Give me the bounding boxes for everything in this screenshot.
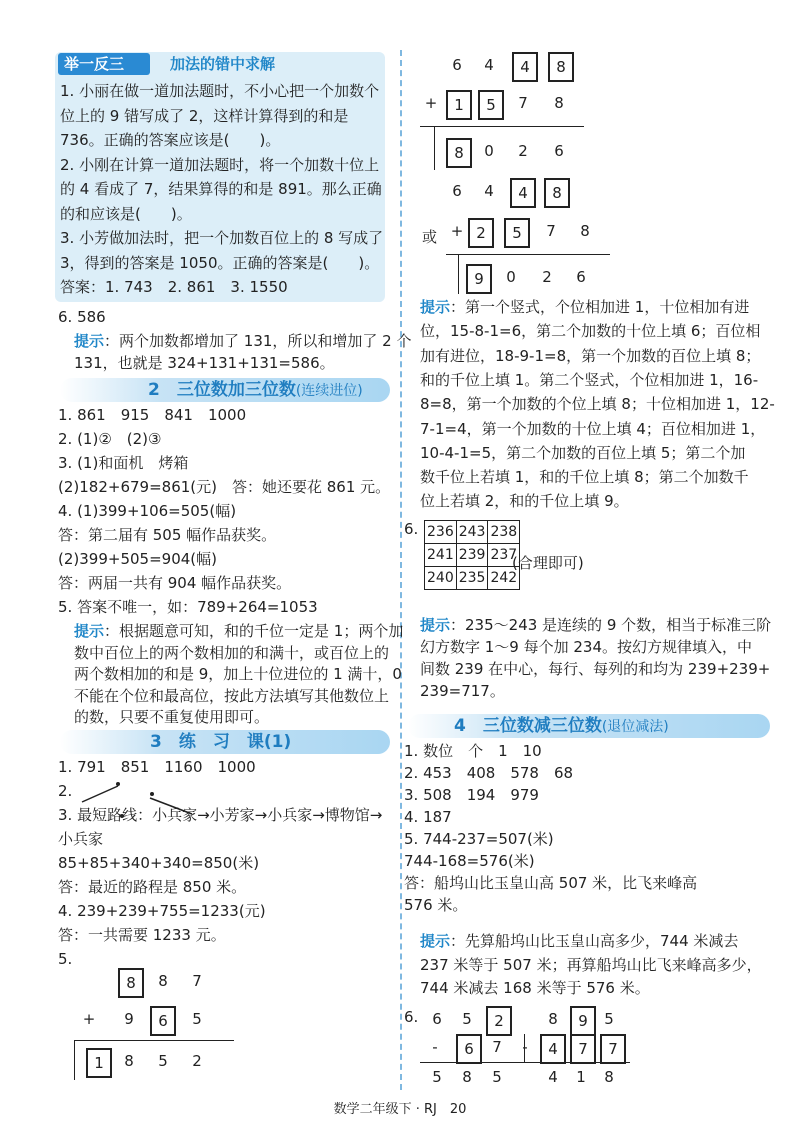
tip-line: 3. 小芳做加法时，把一个加数百位上的 8 写成了 <box>60 229 384 247</box>
section-3-name: 练 习 课(1) <box>178 732 292 752</box>
answer-line: 4. (1)399+106=505(幅) <box>58 502 237 520</box>
digit: 5 <box>158 1052 168 1070</box>
hint-text: 位上若填 2，和的千位上填 9。 <box>420 492 629 511</box>
hint-a6-1 <box>74 330 412 352</box>
answer-line: 答：第二届有 505 幅作品获奖。 <box>58 526 277 544</box>
magic-row <box>425 544 520 567</box>
answer-line: 2. <box>58 782 73 800</box>
digit-box: 1 <box>86 1048 112 1078</box>
digit-box: 6 <box>456 1034 482 1064</box>
digit: 6 <box>452 56 462 74</box>
answer-line: 答：两届一共有 904 幅作品获奖。 <box>58 574 292 592</box>
hint-s2-line <box>74 685 389 707</box>
magic-cell: 241 <box>425 544 457 567</box>
tip-label: 举一反三 <box>58 53 150 75</box>
digit: + <box>82 1010 96 1028</box>
magic-square <box>424 520 520 590</box>
section-2-name: 三位数加三位数 <box>176 380 296 400</box>
digit-box: 1 <box>446 90 472 120</box>
section-2-num: 2 <box>148 380 160 400</box>
answer-line: 744-168=576(米) <box>404 852 535 870</box>
section-4-name: 三位数减三位数 <box>482 716 602 736</box>
magic-cell: 238 <box>488 521 520 544</box>
hint-text: 不能在个位和最高位，按此方法填写其他数位上 <box>74 686 390 705</box>
digit: + <box>450 222 464 240</box>
hint-r1-line <box>420 296 749 318</box>
digit: 7 <box>546 222 556 240</box>
digit-box: 4 <box>540 1034 566 1064</box>
column-divider <box>400 50 402 1090</box>
section-4-num: 4 <box>454 716 466 736</box>
or-label: 或 <box>422 228 438 246</box>
hint-text: 237 米等于 507 米；再算船坞山比飞来峰高多少， <box>420 955 762 974</box>
digit: 0 <box>506 268 516 286</box>
digit: 8 <box>462 1068 472 1086</box>
answer-line: 答：最近的路程是 850 米。 <box>58 878 247 896</box>
digit: 4 <box>484 182 494 200</box>
hint-r1-line <box>420 466 749 488</box>
digit-box: 9 <box>466 264 492 294</box>
digit: + <box>424 94 438 112</box>
hint-label: 提示 <box>420 298 451 316</box>
tip-line: 736。正确的答案应该是( )。 <box>60 131 281 149</box>
digit: 5 <box>192 1010 202 1028</box>
digit: 2 <box>192 1052 202 1070</box>
section-3-title <box>150 730 291 754</box>
digit: 5 <box>432 1068 442 1086</box>
hint-text: ：两个加数都增加了 131，所以和增加了 2 个 <box>104 332 412 350</box>
answer-line: 2. (1)② (2)③ <box>58 430 162 448</box>
digit: 7 <box>518 94 528 112</box>
magic-cell: 242 <box>488 567 520 590</box>
digit-box: 2 <box>468 218 494 248</box>
answer-line: 85+85+340+340=850(米) <box>58 854 260 872</box>
sum-line <box>420 1062 512 1063</box>
bracket-line <box>434 126 435 170</box>
digit: 2 <box>518 142 528 160</box>
answer-line: 4. 239+239+755=1233(元) <box>58 902 266 920</box>
magic-cell: 243 <box>456 521 488 544</box>
hint-text: 7-1=4，第一个加数的十位上填 4；百位相加进 1， <box>420 419 766 438</box>
hint-text: ：235～243 是连续的 9 个数，相当于标准三阶 <box>450 616 772 634</box>
hint-r3-line <box>420 977 650 999</box>
hint-text: 10-4-1=5，第二个加数的百位上填 5；第二个加 <box>420 443 746 462</box>
digit: 6 <box>554 142 564 160</box>
magic-row <box>425 521 520 544</box>
digit-box: 9 <box>570 1006 596 1036</box>
magic-note: (合理即可) <box>512 554 584 572</box>
hint-r3-line <box>420 954 762 976</box>
answer-line: 576 米。 <box>404 896 468 914</box>
answer-line: (2)182+679=861(元) 答：她还要花 861 元。 <box>58 478 391 496</box>
hint-text: 数中百位上的两个数相加的和满十，或百位上的 <box>74 643 390 662</box>
answer-6: 6. 586 <box>58 308 106 326</box>
hint-r1-line <box>420 345 760 367</box>
hint-label: 提示 <box>74 622 105 640</box>
magic-cell: 236 <box>425 521 457 544</box>
digit: 9 <box>124 1010 134 1028</box>
hint-text: 加有进位，18-9-1=8，第一个加数的百位上填 8； <box>420 346 761 365</box>
answer-line: 答：船坞山比玉皇山高 507 米，比飞来峰高 <box>404 874 698 892</box>
answer-line: 5. 答案不唯一，如：789+264=1053 <box>58 598 318 616</box>
answer-line: 5. 744-237=507(米) <box>404 830 554 848</box>
digit-box: 8 <box>446 138 472 168</box>
answer-line: 4. 187 <box>404 808 452 826</box>
hint-text: 幻方数字 1～9 每个加 234。按幻方规律填入，中 <box>420 638 753 656</box>
tip-subtitle: 加法的错中求解 <box>170 55 276 73</box>
magic-cell: 235 <box>456 567 488 590</box>
tip-line: 的 4 看成了 7，结果算得的和是 891。那么正确 <box>60 180 382 198</box>
hint-r1-line <box>420 418 765 440</box>
answer-line: 2. 453 408 578 68 <box>404 764 574 782</box>
digit: 2 <box>542 268 552 286</box>
hint-text: 位，15-8-1=6，第二个加数的十位上填 6；百位相 <box>420 322 761 341</box>
hint-text: ：根据题意可知，和的千位一定是 1；两个加 <box>104 622 404 640</box>
digit: 1 <box>576 1068 586 1086</box>
digit: 5 <box>462 1010 472 1028</box>
hint-text: 744 米减去 168 米等于 576 米。 <box>420 979 650 997</box>
hint-s2-line <box>74 642 389 664</box>
digit: - <box>522 1038 528 1056</box>
tip-line: 答案：1. 743 2. 861 3. 1550 <box>60 278 288 296</box>
digit: 5 <box>492 1068 502 1086</box>
sum-line <box>510 1062 630 1063</box>
hint-a6-2: 131，也就是 324+131+131=586。 <box>74 354 335 372</box>
digit: 6 <box>452 182 462 200</box>
digit: 8 <box>548 1010 558 1028</box>
section-2-sub: (连续进位) <box>295 383 363 399</box>
hint-r3-line <box>420 930 738 952</box>
answer-line: 答：一共需要 1233 元。 <box>58 926 226 944</box>
page-footer: 数学二年级下 · RJ 20 <box>333 1102 467 1117</box>
tip-line: 位上的 9 错写成了 2，这样计算得到的和是 <box>60 106 349 125</box>
hint-r2-line <box>420 680 505 702</box>
answer-line: 1. 数位 个 1 10 <box>404 742 542 760</box>
hint-r1-line <box>420 393 775 415</box>
hint-r1-line <box>420 320 760 342</box>
section-3-num: 3 <box>150 732 162 752</box>
q6-label: 6. <box>404 520 419 538</box>
hint-text: 239=717。 <box>420 682 505 700</box>
digit-box: 4 <box>512 52 538 82</box>
bracket-line <box>458 254 459 294</box>
bracket-line <box>524 1034 525 1062</box>
digit-box: 5 <box>504 218 530 248</box>
digit: - <box>432 1038 438 1056</box>
hint-r2-line <box>420 658 770 680</box>
digit: 4 <box>548 1068 558 1086</box>
digit: 8 <box>580 222 590 240</box>
hint-text: 和的千位上填 1。第二个竖式，个位相加进 1，16- <box>420 370 759 389</box>
answer-line: 1. 791 851 1160 1000 <box>58 758 256 776</box>
tip-line: 1. 小丽在做一道加法题时，不小心把一个加数个 <box>60 82 380 100</box>
section-2-title <box>148 378 363 403</box>
digit: 8 <box>604 1068 614 1086</box>
digit: 8 <box>158 972 168 990</box>
tip-line: 3，得到的答案是 1050。正确的答案是( )。 <box>60 253 380 272</box>
sum-line <box>420 126 584 127</box>
tip-line: 2. 小刚在计算一道加法题时，将一个加数十位上 <box>60 155 380 174</box>
digit: 7 <box>492 1038 502 1056</box>
section-4-title <box>454 714 669 739</box>
hint-label: 提示 <box>420 932 451 950</box>
hint-text: 的数，只要不重复使用即可。 <box>74 708 270 726</box>
answer-line: 3. 最短路线：小兵家→小芳家→小兵家→博物馆→ <box>58 806 383 824</box>
digit-box: 8 <box>548 52 574 82</box>
digit: 7 <box>192 972 202 990</box>
magic-cell: 240 <box>425 567 457 590</box>
hint-text: ：第一个竖式，个位相加进 1，十位相加有进 <box>450 298 750 316</box>
digit-box: 7 <box>600 1034 626 1064</box>
hint-r1-line <box>420 490 629 512</box>
sum-line <box>446 254 610 255</box>
digit: 6 <box>576 268 586 286</box>
hint-r1-line <box>420 369 758 391</box>
hint-s2-line <box>74 620 403 642</box>
digit: 6 <box>432 1010 442 1028</box>
hint-text: 数千位上若填 1，和的千位上填 8；第二个加数千 <box>420 468 749 487</box>
digit: 0 <box>484 142 494 160</box>
hint-text: 两个数相加的和是 9，加上十位进位的 1 满十，0 <box>74 665 402 683</box>
hint-r2-line <box>420 614 771 636</box>
digit-box: 6 <box>150 1006 176 1036</box>
section-4-sub: (退位减法) <box>601 719 669 735</box>
hint-text: 8=8，第一个加数的个位上填 8；十位相加进 1，12- <box>420 395 775 414</box>
digit-box: 5 <box>478 90 504 120</box>
answer-line: (2)399+505=904(幅) <box>58 550 217 568</box>
hint-s2-line <box>74 663 402 685</box>
digit: 8 <box>554 94 564 112</box>
bracket-line <box>74 1040 75 1080</box>
answer-line: 5. <box>58 950 73 968</box>
digit: 4 <box>484 56 494 74</box>
magic-row <box>425 567 520 590</box>
hint-s2-line <box>74 706 269 728</box>
hint-text: 间数 239 在中心，每行、每列的和均为 239+239+ <box>420 660 771 678</box>
sum-line <box>74 1040 234 1041</box>
hint-text: ：先算船坞山比玉皇山高多少，744 米减去 <box>450 932 739 950</box>
digit-box: 7 <box>570 1034 596 1064</box>
answer-line: 3. 508 194 979 <box>404 786 539 804</box>
digit-box: 2 <box>486 1006 512 1036</box>
answer-line: 小兵家 <box>58 830 104 848</box>
digit-box: 8 <box>544 178 570 208</box>
digit: 5 <box>604 1010 614 1028</box>
q6b-label: 6. <box>404 1008 419 1026</box>
magic-cell: 239 <box>456 544 488 567</box>
hint-label: 提示 <box>420 616 451 634</box>
hint-label: 提示 <box>74 332 105 350</box>
answer-line: 3. (1)和面机 烤箱 <box>58 454 189 472</box>
digit-box: 4 <box>510 178 536 208</box>
digit-box: 8 <box>118 968 144 998</box>
magic-cell: 237 <box>488 544 520 567</box>
tip-line: 的和应该是( )。 <box>60 204 192 223</box>
hint-r1-line <box>420 442 745 464</box>
answer-line: 1. 861 915 841 1000 <box>58 406 247 424</box>
digit: 8 <box>124 1052 134 1070</box>
hint-r2-line <box>420 636 752 658</box>
